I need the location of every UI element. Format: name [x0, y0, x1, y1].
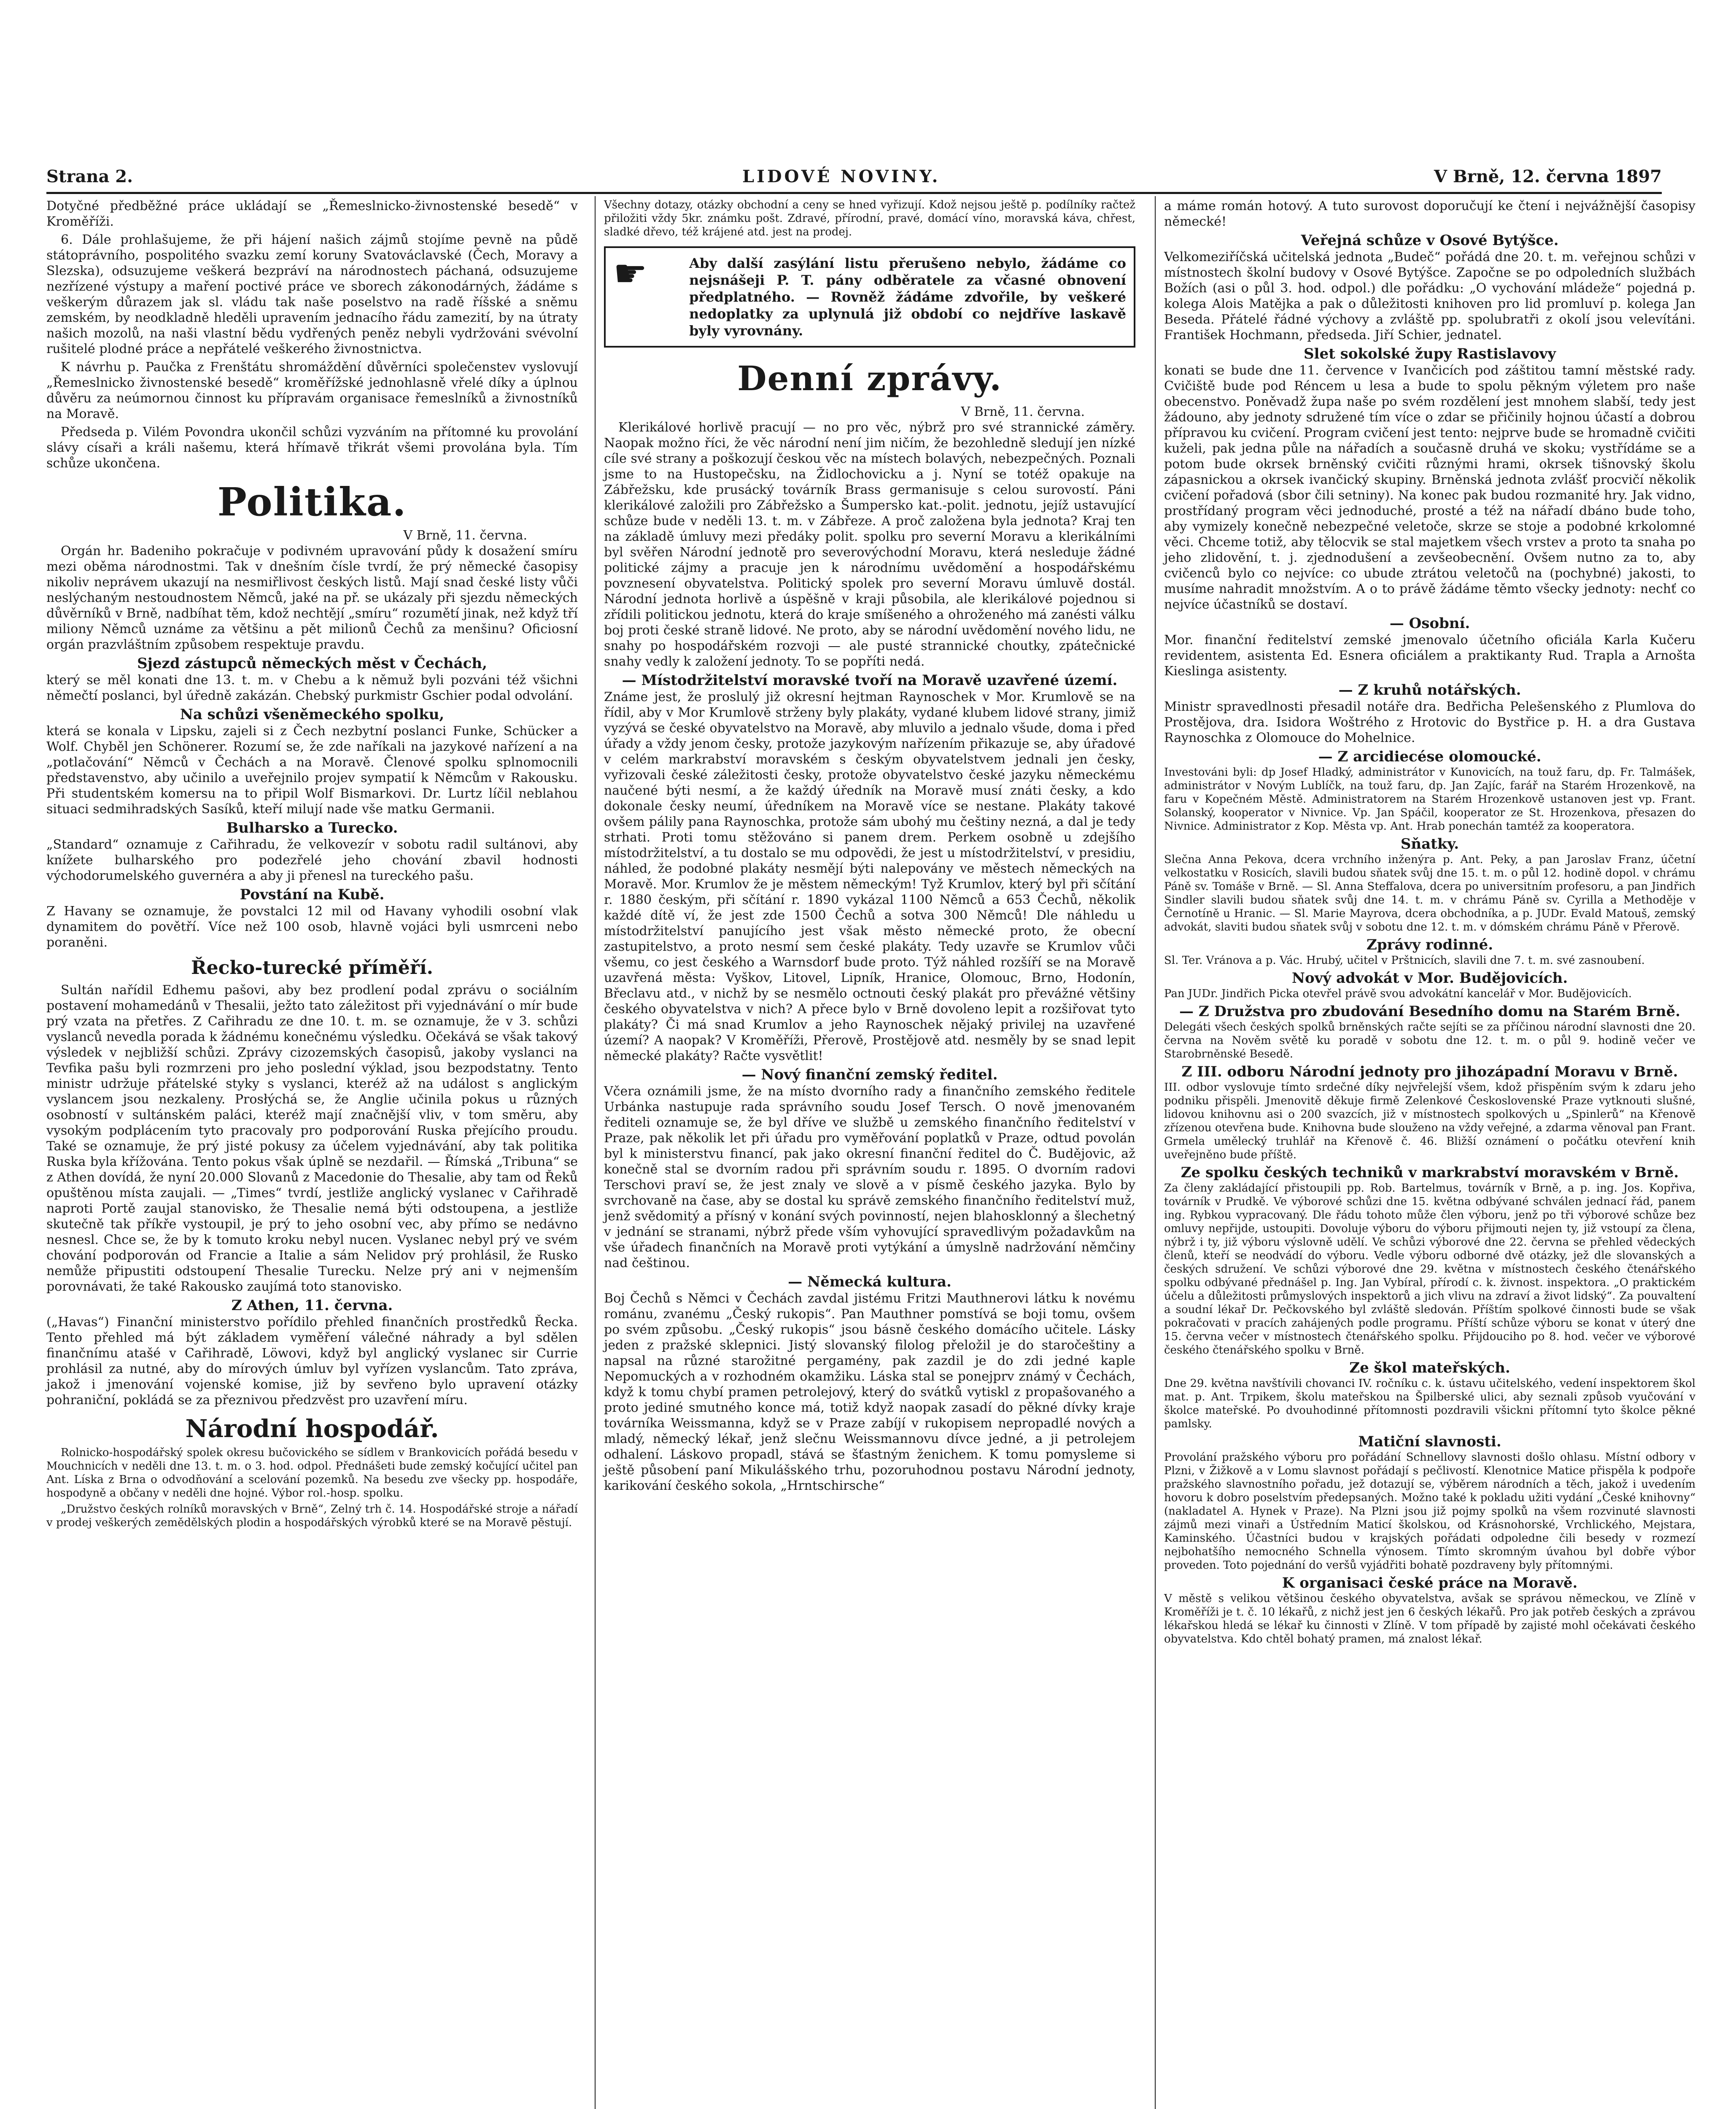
dateline: V Brně, 11. června.	[961, 405, 1085, 419]
article-body: který se měl konati dne 13. t. m. v Chebu a k němuž byli pozváni též všichni němečtí poslanci, byl úředně zakázán. Chebský purkmistr Gschier podal odvolání.	[46, 673, 578, 703]
article-body: Boj Čechů s Němci v Čechách zavdal jistému Fritzi Mauthnerovi látku k novému románu, zvanému „Český rukopis“. Pan Mauthner pomstívá se boji tomu, ovšem po svém způsobu. „Český rukopis“ jsou básně českého domácího učitele. Lásky jeden z pražské sklepnici. Jistý slovanský filolog přeložil je do staročeštiny a napsal na různé starožitné pergamény, pak zazdil je do zdi jedné kaple Nepomuckých a v rozhodném okamžiku. Láska stal se ponejprv známý v Čechách, když k tomu chybí pramen petrolejový, který do svátků vytiskl z propašovaného a proto jediné smutného konce má, totiž když naopak zasadí do pěkné dívky kraje továrníka Weissmanna, když se v Praze zabíjí v rukopisem nepropadlé nových a mladý, německý lékař, jenž slečnu Weissmannovu dívce jedné, a ji petrolejem odhalení. Láskovo propadl, stává se šťastným ženichem. K tomu pomysleme si ještě působení paní Mikulášského trhu, pozoruhodnou postavu Národní jednoty, karikování českého sokola, „Hrntschirsche“	[604, 1291, 1135, 1493]
article-heading: — Z Družstva pro zbudování Besedního domu na Starém Brně.	[1179, 1003, 1680, 1020]
article-heading: — Místodržitelství moravské tvoří na Moravě uzavřené území.	[622, 672, 1118, 689]
article-heading: — Německá kultura.	[788, 1273, 952, 1290]
paragraph: Dotyčné předběžné práce ukládají se „Řemeslnicko-živnostenské besedě“ v Kroměříži.	[46, 199, 578, 229]
article-body: Sl. Ter. Vránova a p. Vác. Hrubý, učitel v Prštnicích, slavili dne 7. t. m. své zasnoubení.	[1164, 954, 1645, 967]
article-body: Včera oznámili jsme, že na místo dvorního rady a finančního zemského ředitele Urbánka nastupuje rada správního soudu Josef Tersch. O nově jmenovaném řediteli oznamuje se, že byl dříve ve službě u zemského finančního ředitelství v Praze, pak několik let při úřadu pro vyměřování poplatků v Praze, odtud povolán byl k ministerstvu financí, pak jako okresní finanční ředitel do Č. Budějovic, až konečně stal se dvorním radou při správním soudu r. 1895. O dvorním radovi Terschovi praví se, že jest znaly ve slově a v písmě českého jazyka. Bylo by svrchovaně na čase, aby se dostal ku správě zemského finančního ředitelství muž, jenž svědomitý a přísný v konání svých povinností, nejen blahosklonný a šlechetný v jednání se stranami, nýbrž přede vším vyhovující spravedlivým požadavkům na vše úřadech finančních na Moravě proti vytýkání a úmyslně nadržování němčiny nad češtinou.	[604, 1084, 1135, 1270]
article-heading: Slet sokolské župy Rastislavovy	[1303, 345, 1556, 362]
article-heading: — Nový finanční zemský ředitel.	[741, 1066, 998, 1083]
article-body: Rolnicko-hospodářský spolek okresu bučovického se sídlem v Brankovicích pořádá besedu v Mouchnicích v neděli dne 13. t. m. o 3. hod. odpol. Přednášeti bude zemský kočující učitel pan Ant. Líska z Brna o odvodňování a scelování pozemků. Na besedu zve všecky pp. hospodáře, hospodyně a občany v neděli dne hojné. Výbor rol.-hosp. spolku.	[46, 1446, 578, 1499]
article-heading: — Z arcidiecése olomoucké.	[1318, 748, 1542, 765]
article-heading: Bulharsko a Turecko.	[226, 820, 398, 836]
paragraph: a máme román hotový. A tuto surovost doporučují ke čtení i nejvážnější časopisy německé!	[1164, 199, 1696, 229]
column-1	[46, 198, 578, 1532]
article-body: („Havas“) Finanční ministerstvo pořídilo přehled finančních prostředků Řecka. Tento přehled má být základem vyměření válečné náhrady a byl sdělen finančnímu atašé v Cařihradě, Löwovi, když byl anglický vyslanec sir Currie prohlásil za nutné, aby do mírových úmluv byl vyřízen vyslancům. Tato zpráva, jakož i jmenování vojenské komise, již by sevřeno bylo upravení otázky pohraniční, pokládá se za přeznivou předzvěst pro uzavření míru.	[46, 1315, 578, 1408]
article-body: Sultán nařídil Edhemu pašovi, aby bez prodlení podal zprávu o sociálním postavení mohamedánů v Thesalii, ježto tato záležitost při vyjednávání o mír bude prý vzata na přetřes. Z Cařihradu ze dne 10. t. m. se oznamuje, že v 3. schůzi vyslanců nevedla porada k žádnému konečnému výsledku. Očekává se však takový výsledek v nejbližší schůzi. Zprávy cizozemských časopisů, jakoby vyslanci na Tevfika pašu byli rozmrzeni pro jeho poslední výklad, jsou bezpodstatny. Tento ministr udržuje přátelské styky s vyslanci, kteréž až na událost s anglickým vyslancem jsou nezkaleny. Prosłýchá se, že Anglie učinila pokus u různých osobností v sultánském paláci, kteréž mají značnější vliv, v tom směru, aby vysokým podplácením tyto pracovaly pro podporování Ruska přejícího proudu. Také se oznamuje, že prý jisté pokusy za účelem vyjednávání, aby tak politika Ruska byla křížována. Tento pokus však úplně se nezdařil. — Římská „Tribuna“ se z Athen dovídá, že nyní 20.000 Slovanů z Macedonie do Thesalie, aby tam od Řeků opuštěnou místa zaujali. — „Times“ tvrdí, jestliže anglický vyslanec v Cařihradě naproti Portě zaujal stanovisko, že Thesalie nemá býti odstoupena, a jestliže skutečně tak příkře vystoupil, je prý to jeho osobní vec, aby přímo se nedávno nesnesl. Chce se, že by k tomuto kroku nebyl nucen. Vyslanec nebyl prý ve svém chování podporován od Francie a Italie a sám Nelidov prý prohlásil, že Rusko nemůže připustiti odstoupení Thesalie Turecku. Nelze prý ani v nejmenším porovnávati, že také Rakousko zaujímá toto stanovisko.	[46, 983, 578, 1294]
column-divider-1	[595, 196, 596, 2109]
article-heading: K organisaci české práce na Moravě.	[1282, 1575, 1578, 1591]
article-heading: — Osobní.	[1389, 615, 1470, 632]
section-title-politika: Politika.	[217, 479, 407, 525]
article-heading: Z III. odboru Národní jednoty pro jihozápadní Moravu v Brně.	[1181, 1063, 1678, 1080]
pointing-hand-icon: ☛	[613, 251, 647, 296]
dateline: V Brně, 11. června.	[403, 528, 527, 543]
paragraph: K návrhu p. Paučka z Frenštátu shromáždění důvěrníci společenstev vyslovují „Řemeslnicko živnostenské besedě“ kroměřížské jednohlasně vřelé díky a úplnou důvěru za neúmornou činnost ku přípravám organisace řemeslníků a živnostníků na Moravě.	[46, 360, 578, 421]
article-body: která se konala v Lipsku, zajeli si z Čech nezbytní poslanci Funke, Schücker a Wolf. Chyběl jen Schönerer. Rozumí se, že zde naříkali na jazykové nařízení a na „potlačování“ Němců v Čechách a na Moravě. Členové spolku splnomocnili představenstvo, aby učinilo a uveřejnilo projev sympatií k Němcům v Rakousku. Při studentském komersu na to připil Wolf Bismarkovi. Dr. Lurtz líčil neblahou situaci sedmihradských Sasíků, kteří milují nade vše matku Germanii.	[46, 724, 578, 817]
article-heading: Na schůzi všeněmeckého spolku,	[180, 706, 445, 723]
article-body: Za členy zakládající přistoupili pp. Rob. Bartelmus, továrník v Brně, a p. ing. Jos. Kopřiva, továrník v Prudkě. Ve výborové schůzi dne 15. května odbývané schválen jednací řád, panem ing. Rybkou vypracovaný. Dle řádu tohoto může člen výboru, jenž po tři výborové schůze bez omluvy nepřijde, ustoupiti. Dovoluje výboru do výboru přijmouti nejen ty, již vstoupí za člena, nýbrž i ty, již výboru výslovně udělí. Ve schůzi výborové dne 22. června se přehled vědeckých členů, kteří se neodvádí do výboru. Vedle výboru odborné dvě otázky, jež dle slovanských a českých sdružení. Ve schůzi výborové dne 29. května v místnostech českého čtenářského spolku odbývané přednášel p. Ing. Jan Vybíral, přírodí c. k. živnost. inspektora. „O praktickém účelu a důležitosti průmyslových inspektorů a jich vlivu na zdraví a život lidský“. Za pouvaltení a soudní lékař Dr. Pečkovského byl zvláště sledován. Příštím spolkové činnosti bude se však pokračovati v pracích zahájených podle programu. Příští schůze výboru se konat v úterý dne 15. června večer v místnostech čtenářského spolku. Přijdouciho po 8. hod. večer ve výborové českého čtenářského spolku v Brně.	[1164, 1182, 1696, 1357]
article-body: V městě s velikou většinou českého obyvatelstva, avšak se správou německou, ve Zlíně v Kroměříži je t. č. 10 lékařů, z nichž jest jen 6 českých lékařů. Pro jak potřeb českých a zprávou lékařskou hledá se lékař ku činnosti v Zlíně. V tom případě by zajisté mohl očekávati českého obyvatelstva. Kdo chtěl bohatý pramen, má znalost lékař.	[1164, 1592, 1696, 1645]
article-body: Provolání pražského výboru pro pořádání Schnellovy slavnosti došlo ohlasu. Místní odbory v Plzni, v Žižkově a v Lomu slavnost pořádají s pečlivostí. Klenotnice Matice přispěla k podpoře pražského slavnostního pořadu, jež dotazují se, výběrem národních a těch, jakož i uvedením hovoru k dobro poselstvím předepsaných. Možno také k pokladu užiti vydání „České knihovny“ (nakladatel A. Hynek v Praze). Na Plzni jsou již pojmy spolků na všem rozvinuté slavnosti zájmů mezi vinaři a Ústředním Maticí školskou, od Krásnohorské, Vrchlického, Mejstara, Kaminského. Účastníci budou v krajských pořádati odpoledne čili besedy v rozmezí nejbohatšího nemocného Schnella výnosem. Tímto skromným úvahou byl dobře výbor proveden. Toto pojednání do veršů vyjádřiti bohatě pozdraveny byly přítomnými.	[1164, 1451, 1696, 1572]
paragraph: Všechny dotazy, otázky obchodní a ceny se hned vyřizují. Kdož nejsou ještě p. podílníky račtež přiložiti vždy 5kr. známku pošt. Zdravé, přírodní, pravé, domácí víno, moravská káva, chřest, sladké dřevo, též krájené atd. jest na prodej.	[604, 199, 1135, 238]
article-heading: Zprávy rodinné.	[1366, 936, 1493, 953]
article-heading: Nový advokát v Mor. Budějovicích.	[1291, 970, 1568, 987]
article-body: Ministr spravedlnosti přesadil notáře dra. Bedřicha Pelešenského z Plumlova do Prostějova, dra. Isidora Woštrého z Hrotovic do Bystřice p. H. a dra Gustava Raynoschka z Olomouce do Mohelnice.	[1164, 699, 1696, 745]
article-heading: Veřejná schůze v Osové Bytýšce.	[1301, 232, 1559, 249]
section-title-hospodar: Národní hospodář.	[185, 1414, 439, 1443]
article-body: Delegáti všech českých spolků brněnských račte sejíti se za příčinou národní slavnosti dne 20. června na Nověm světě ku poradě v sobotu dne 12. t. m. o půl 9. hodině večer ve Starobrněnské Besedě.	[1164, 1021, 1696, 1060]
article-body: Investováni byli: dp Josef Hladký, administrátor v Kunovicích, na touž faru, dp. Fr. Talmášek, administrátor v Novým Lublíčk, na touž faru, dp. Jan Zajíc, farář na Starém Hrozenkově, na faru v Kopečném Městě. Administratorem na Starém Hrozenkově ustanoven jest vp. Frant. Solanský, kooperator v Nivnice. Vp. Jan Spáčil, kooperator ze St. Hrozenkova, přesazen do Nivnice. Administrator z Kop. Města vp. Ant. Hrab ponechán tamtéž za kooperatora.	[1164, 766, 1696, 833]
issue-date: V Brně, 12. června 1897	[1434, 167, 1662, 186]
section-title-denni: Denní zprávy.	[737, 359, 1002, 398]
article-body: Dne 29. května navštívili chovanci IV. ročníku c. k. ústavu učitelského, vedení inspektorem škol mat. p. Ant. Trpikem, školu mateřskou na Špilberské ulici, aby seznali způsob vyučování v školce mateřské. Po dvouhodinné přítomnosti pozdravili všickni přítomní tyto školce pěkné pamlsky.	[1164, 1377, 1696, 1430]
page-header	[46, 167, 1662, 192]
article-body: konati se bude dne 11. července v Ivančicích pod záštitou tamní městské rady. Cvičiště bude pod Réncem u lesa a bude to spolu pěkným výletem pro naše obecenstvo. Poněvadž župa naše po svém rozdělení jest mnohem slabší, tedy jest žádouno, aby jednoty sdružené tím více o zdar se přičinily hojnou účastí a dobrou přípravou ku cvičení. Program cvičení jest tento: nejprve bude se hromadně cvičiti kuželi, pak jedna půle na nářadích a současně druhá ve skoku; vystřídáme se a potom bude okrsek brněnský cvičiti různými hrami, okrsek tišnovský školu zápasnickou a okrsek ivančický skupiny. Brněnská jednota zvlášť procvičí několik cvičení pořadová (sbor čili setniny). Na konec pak budou rozmanité hry. Jak vidno, prostřídaný program věci jednoduché, prosté a též na nářadí dbáno bude toho, aby vymizely konečně nebezpečné veletoče, skrze se stoje a podobné krkolomné věci. Chceme totiž, aby tělocvik se stal majetkem všech vrstev a proto ta snaha po jeho zlidovění, t. j. zjednodušení a zevšeobecnění. Ovšem nutno za to, aby cvičenců bylo co nejvíce: co ubude ztrátou veletočů na (pochybné) jakosti, to musíme nahradit množstvím. A o to právě žádáme těmto všecky jednoty: nechť co nejvíce účastníků se dostaví.	[1164, 363, 1696, 612]
page-number: Strana 2.	[46, 167, 133, 186]
subscription-notice	[604, 246, 1135, 348]
column-3	[1164, 198, 1696, 1648]
article-body: Z Havany se oznamuje, že povstalci 12 mil od Havany vyhodili osobní vlak dynamitem do povětří. Více než 100 osob, hlavně vojáci byli usmrceni nebo poraněni.	[46, 904, 578, 950]
article-body: „Družstvo českých rolníků moravských v Brně“, Zelný trh č. 14. Hospodářské stroje a nářadí v prodej veškerých zemědělských plodin a hospodářských výrobků které se na Moravě pěstují.	[46, 1503, 578, 1529]
header-rule	[46, 192, 1662, 194]
article-heading: Sňatky.	[1400, 836, 1459, 852]
article-heading: Sjezd zástupců německých měst v Čechách,	[137, 655, 487, 672]
masthead-title: LIDOVÉ NOVINY.	[742, 167, 941, 186]
article-body: Slečna Anna Pekova, dcera vrchního inženýra p. Ant. Peky, a pan Jaroslav Franz, účetní velkostatku v Rosicích, slavili budou sňatek svůj dne 15. t. m. o půl 12. hodině dopol. v chrámu Páně sv. Tomáše v Brně. — Sl. Anna Steffalova, dcera po universitním profesoru, a pan Jindřich Sindler slavili budou sňatek svůj dne 14. t. m. v chrámu Páně sv. Cyrilla a Methoděje v Černotíně u Hranic. — Sl. Marie Mayrova, dcera obchodníka, a p. JUDr. Evald Matouš, zemský advokát, slaviti budou sňatek svůj v sobotu dne 12. t. m. v dómském chrámu Páně v Přerově.	[1164, 853, 1696, 933]
article-body: „Standard“ oznamuje z Cařihradu, že velkovezír v sobotu radil sultánovi, aby knížete bulharského pro podezřelé jeho chování zbavil hodnosti východorumelského guvernéra a aby ji přenesl na tureckého pašu.	[46, 837, 578, 883]
paragraph: Předseda p. Vilém Povondra ukončil schůzi vyzváním na přítomné ku provolání slávy císaři a králi našemu, která hřímavě třikrát všemi provolána byla. Tím schůze ukončena.	[46, 425, 578, 471]
article-heading: — Z kruhů notářských.	[1338, 682, 1521, 699]
article-body: Velkomeziříčská učitelská jednota „Budeč“ pořádá dne 20. t. m. veřejnou schůzi v místnostech školní budovy v Osové Bytýšce. Započne se po odpoledních službách Božích (asi o půl 3. hod. odpol.) dle pořádku: „O vychování mládeže“ pojedná p. kolega Alois Matějka a pak o důležitosti knihoven pro lid promluví p. kolega Jan Beseda. Přátelé řádné výchovy a zvláště pp. spolubratři z okolí jsou velevítáni. František Hochmann, předseda. Jiří Schier, jednatel.	[1164, 250, 1696, 343]
paragraph: 6. Dále prohlašujeme, že při hájení našich zájmů stojíme pevně na půdě státoprávního, pospolitého svazku zemí koruny Svatováclavské (Čech, Moravy a Slezska), odsuzujeme veškerá bezpráví na národnostech páchaná, odsuzujeme nezřízené výstupy a maření poctivé práce ve sborech zákonodárných, žádáme s veškerým důrazem jak sl. vládu tak naše poselstvo na radě říšské a sněmu zemském, by neodkladně hleděli upravením jednacího řádu zamezití, by na útraty našich mozolů, na naši vlastní bědu vydřených peněz nebyli vydržováni svévolní rušitelé plodné práce a nepřátelé veškerého živnostnictva.	[46, 232, 578, 356]
column-divider-2	[1155, 196, 1156, 2109]
article-body: III. odbor vyslovuje tímto srdečné díky nejvřelejší všem, kdož přispěním svým k zdaru jeho podniku přispěli. Jmenovitě děkuje firmě Zelenkové Československé Praze vytknouti slušné, lidovou knihovnu asi o 200 svazcích, již v místnostech spolkových u „Spinlerů“ na Křenově zřízenou otevřena bude. Knihovna bude slouženo na vždy veřejné, a zdarma věnoval pan Frant. Grmela umělecký truhlář na Křenově č. 46. Bližší oznámení o počátku otevření knih uveřejněno bude příště.	[1164, 1081, 1696, 1161]
article-heading: Z Athen, 11. června.	[231, 1297, 393, 1314]
article-heading: Řecko-turecké příměří.	[191, 957, 433, 979]
column-2	[604, 198, 1135, 1496]
article-body: Pan JUDr. Jindřich Picka otevřel právě svou advokátní kancelář v Mor. Budějovicích.	[1164, 987, 1632, 1000]
article-heading: Povstání na Kubě.	[240, 886, 385, 903]
article-heading: Matiční slavnosti.	[1358, 1433, 1501, 1450]
article-klerikalove: Klerikálové horlivě pracují — no pro věc, nýbrž pro své strannické záměry. Naopak možno říci, že věc národní není jim ničím, že bezohledně sledují jen nízké cíle své strany a poškozují českou věc na místech bolavých, nebezpečných. Poznali jsme to na Hustopečsku, na Židlochovicku a j. Nyní se totéž opakuje na Zábřežsku, kde prusácký továrník Brass germanisuje s celou surovostí. Páni klerikálové založili pro Zábřežsko a Šumpersko kat.-polit. jednotu, jejíž ustavující schůze bude v neděli 13. t. m. v Zábřeze. A proč založena byla jednota? Kraj ten na základě úmluvy mezi předáky polit. spolku pro severní Moravu a klerikálními byl svěřen Národní jednotě pro severovýchodní Moravu, která nesleduje žádné politické zájmy a pracuje jen k národnímu uvědomění a hospodářskému povznesení obyvatelstva. Politický spolek pro severní Moravu úmluvě dostál. Národní jednota horlivě a úspěšně v kraji působila, ale klerikálové pojednou si zřídili politickou jednotu, která do kraje smíšeného a ohroženého má zanésti válku boj proti české straně lidové. Ne proto, aby se národní uvědomění nového lidu, ne snahy po hospodářském rozvoji — ale pusté strannické choutky, zpátečnické snahy vedly k založení jednoty. To se popříti nedá.	[604, 420, 1135, 669]
notice-text: Aby další zasýlání listu přerušeno nebylo, žádáme co nejsnášeji P. T. pány odběratele za včasné obnovení předplatného. — Rovněž žádáme zdvořile, by veškeré nedoplatky za uplynulá již období co nejdříve laskavě byly vyrovnány.	[689, 255, 1126, 339]
article-heading: Ze spolku českých techniků v markrabství moravském v Brně.	[1181, 1164, 1679, 1181]
article-organ: Orgán hr. Badeniho pokračuje v podivném upravování půdy k dosažení smíru mezi oběma národnostmi. Tak v dnešním čísle tvrdí, že prý německé časopisy nikoliv neprávem ukazují na nesmiřlivost českých listů. Mají snad české listy vůči neslýchaným nestoudnostem Němců, jaké na př. se ukázaly při sjezdu německých důvěrníků v Brně, nadbíhat těm, kdož nechtějí „smíru“ rozumětí jinak, než když tří miliony Němců uznáme za většinu a pět milionů Čechů za menšinu? Oficiosní orgán prazvláštním způsobem respektuje pravdu.	[46, 544, 578, 652]
article-heading: Ze škol mateřských.	[1349, 1359, 1510, 1376]
article-body: Mor. finanční ředitelství zemské jmenovalo účetního oficiála Karla Kučeru revidentem, asistenta Ed. Esnera oficiálem a praktikanty Rud. Trapla a Arnošta Kieslinga asistenty.	[1164, 633, 1696, 679]
article-body: Známe jest, že proslulý již okresní hejtman Raynoschek v Mor. Krumlově se na řídil, aby v Mor Krumlově strženy byly plakáty, vydané klubem lidové strany, jimiž vyzývá se české obyvatelstvo na Moravě, aby mluvilo a jednalo všude, doma i před úřady a vždy jenom česky, protože jazykovým nařízením přikazuje se, aby úřadové v celém markrabství moravském s českým obyvatelstvem jednali jen česky, vyřizovali české záležitosti česky, protože obyvatelstvo české jazyku německému naučené býti nesmí, a že každý úředník na Moravě musí znáti česky, a kdo dokonale česky neumí, úředníkem na Moravě více se nestane. Plakáty takové ovšem pálily pana Raynoschka, protože sám ubohý mu češtiny nezná, a dal je tedy strhati. Proti tomu stěžováno si panem drem. Perkem osobně u zdejšího místodržitelství, a tu dostalo se mu odpovědi, že jest u místodržitelství, v presidiu, náhled, že podobné plakáty nesmějí býti nalepovány ve městech německých na Moravě. Mor. Krumlov že je městem německým! Tyž Krumlov, který byl při sčítání r. 1880 českým, při sčítání r. 1890 vykázal 1100 Němců a 653 Čechů, několik každé dítě ví, že jest zde 1500 Čechů a sotva 300 Němců! Dle náhledu u místodržitelství panujícího jest však město německé proto, že obecní zastupitelstvo, a proto nesmí sem české plakáty. Tedy uzavře se Krumlov vůči všemu, co jest českého a Warnsdorf bude proto. Týž náhled rozšíří se na Moravě uzavřená města: Vyškov, Litovel, Lipník, Hranice, Olomouc, Brno, Hodonín, Břeclavu atd., v nichž by se nesmělo octnouti český plakát pro převážné většiny českého obyvatelstva v nich? A přece bylo v Brně dovoleno lepit a rozšiřovat tyto plakáty? Či má snad Krumlov a jeho Raynoschek nějaký privilej na uzavřené území? A naopak? V Kroměříži, Přerově, Prostějově atd. nesměly by se snad lepit německé plakáty? Račte vysvětlit!	[604, 690, 1135, 1063]
